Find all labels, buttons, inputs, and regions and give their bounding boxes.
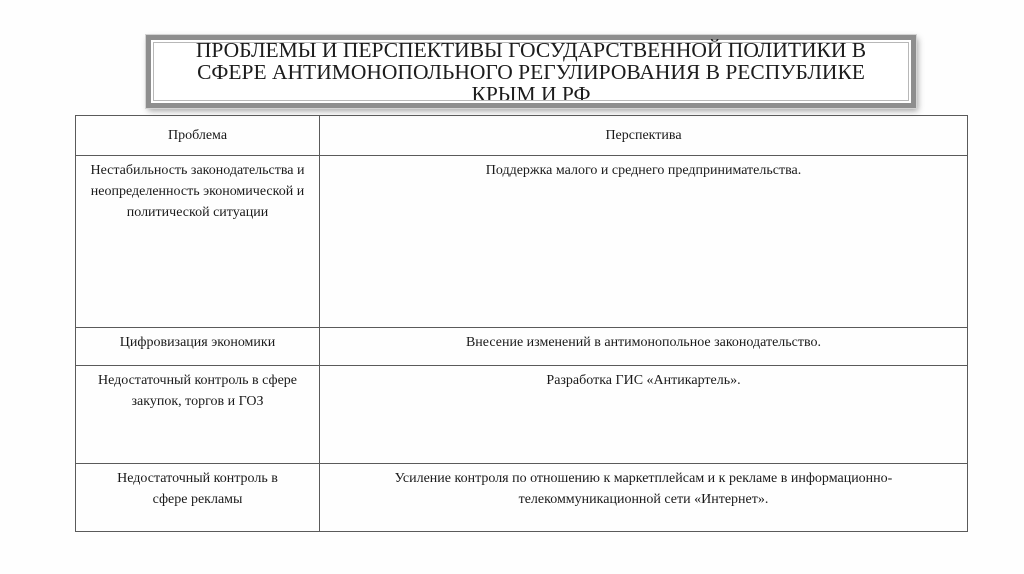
perspective-cell: Усиление контроля по отношению к маркетплейсам и к рекламе в информационно-телекоммуникационной сети «Интернет». [320,464,968,532]
table-row [76,366,968,464]
title-frame [146,35,916,108]
slide-title: ПРОБЛЕМЫ И ПЕРСПЕКТИВЫ ГОСУДАРСТВЕННОЙ ПОЛИТИКИ В СФЕРЕ АНТИМОНОПОЛЬНОГО РЕГУЛИРОВАНИЯ В РЕСПУБЛИКЕ КРЫМ И РФ [195,37,867,106]
table-row [76,464,968,532]
perspective-cell: Разработка ГИС «Антикартель». [320,366,968,464]
table-header-row [76,116,968,156]
header-perspective: Перспектива [320,116,968,156]
problem-cell: Недостаточный контроль в сфере рекламы [76,464,320,532]
header-problem: Проблема [76,116,320,156]
perspective-cell: Внесение изменений в антимонопольное законодательство. [320,328,968,366]
perspective-cell: Поддержка малого и среднего предпринимательства. [320,156,968,328]
problem-cell: Цифровизация экономики [76,328,320,366]
problem-cell: Нестабильность законодательства и неопределенность экономической и политической ситуации [76,156,320,328]
table-row [76,156,968,328]
table-row [76,328,968,366]
problem-cell: Недостаточный контроль в сфере закупок, торгов и ГОЗ [76,366,320,464]
problems-table [75,115,968,532]
